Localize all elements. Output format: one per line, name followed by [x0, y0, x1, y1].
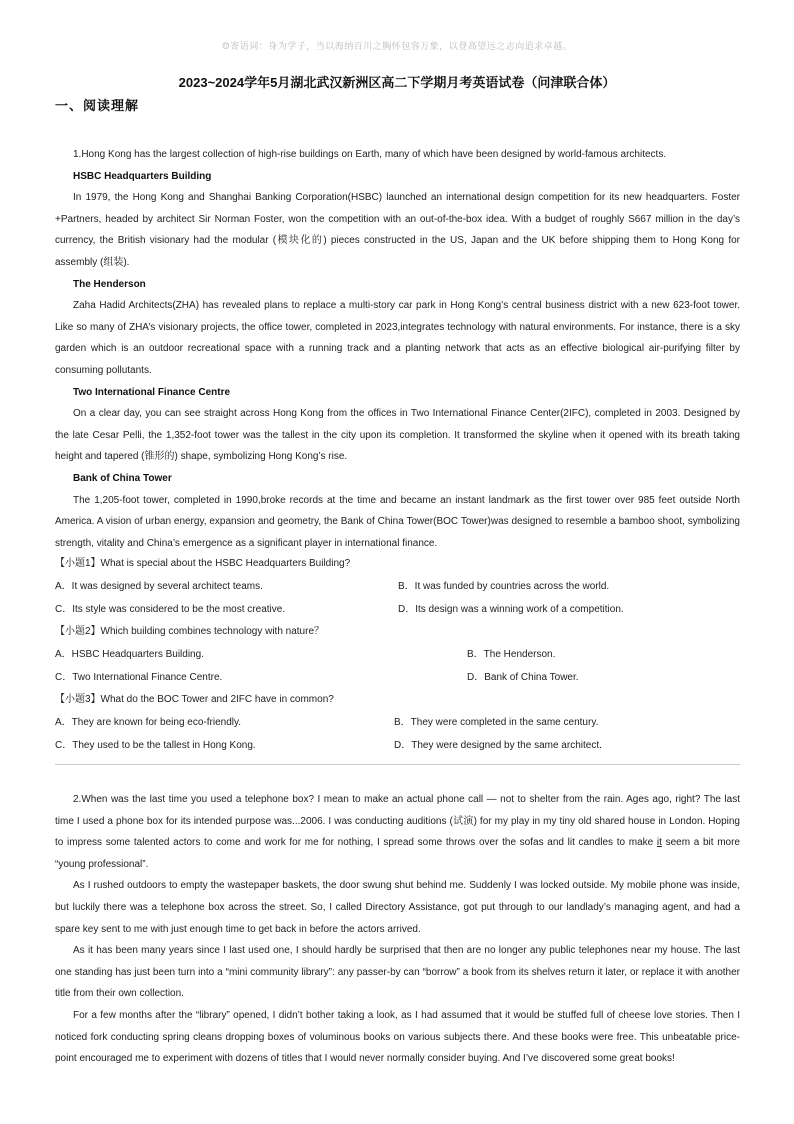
option-b[interactable]: B．They were completed in the same century. — [394, 717, 599, 728]
passage-intro: 1.Hong Kong has the largest collection of high-rise buildings on Earth, many of which have been designed by world-famous architects. — [73, 149, 667, 160]
paragraph-text: 2.When was the last time you used a telephone box? I mean to make an actual phone call — not to shelter from the rain. Ages ago, right? The last time I used a phone box for its intended purpose was...2006. I was conducting auditions (试演) for my play in my tiny old shared house in London. Hoping to impress some talented actors to come and work for me for nothing, I spread some throws over the sofas and lit candles to make — [55, 794, 740, 849]
paragraph-free-books: For a few months after the “library” opened, I didn’t bother taking a look, as I had assumed that it would be stuffed full of cheese love stories. Then I noticed fork conducting spring cleans dropping boxes of voluminous books on various subjects there. And these books were free. This unbeatable price-point encouraged me to experiment with dozens of titles that I would never normally consider buying. And I’ve discovered some great books! — [55, 1009, 740, 1065]
heading-boc: Bank of China Tower — [73, 472, 172, 484]
option-b[interactable]: B．The Henderson. — [467, 649, 556, 660]
passage-1 — [55, 144, 740, 554]
option-c[interactable]: C．Two International Finance Centre. — [55, 672, 223, 683]
paragraph-hsbc: In 1979, the Hong Kong and Shanghai Banking Corporation(HSBC) launched an international design competition for its new headquarters. Foster +Partners, headed by architect Sir Norman Foster, won the competition with an out-of-the-box idea. With a budget of roughly S667 million in the day’s currency, the British visionary had the modular (模块化的) pieces constructed in the US, Japan and the UK before shipping them to Hong Kong for assembly (组装). — [55, 192, 740, 268]
question-stem: 【小题3】What do the BOC Tower and 2IFC have in common? — [55, 694, 334, 705]
option-b[interactable]: B．It was funded by countries across the world. — [398, 581, 610, 592]
document-title: 2023~2024学年5月湖北武汉新洲区高二下学期月考英语试卷（问津联合体） — [178, 75, 616, 90]
question-stem: 【小题1】What is special about the HSBC Headquarters Building? — [55, 558, 351, 569]
paragraph-boc: The 1,205-foot tower, completed in 1990,broke records at the time and became an instant landmark as the first tower over 985 feet outside North America. A vision of urban energy, expansion and geometry, the Bank of China Tower(BOC Tower)was designed to resemble a bamboo shoot, symbolizing strength, vitality and China’s emergence as a significant player in international finance. — [55, 494, 740, 549]
paragraph-telephone-box — [55, 789, 740, 875]
option-row — [55, 666, 740, 689]
paragraph-2ifc: On a clear day, you can see straight across Hong Kong from the offices in Two International Finance Center(2IFC), completed in 2003. Designed by the late Cesar Pelli, the 1,352-foot tower was the tallest in the city upon its completion. It transformed the skyline when it opened with its breath taking height and tapered (锥形的) shape, symbolizing Hong Kong’s rise. — [55, 408, 740, 463]
section-title: 一、阅读理解 — [55, 98, 140, 113]
option-row — [55, 575, 740, 598]
option-row — [55, 734, 740, 757]
section-divider — [55, 764, 740, 765]
option-d[interactable]: D．Bank of China Tower. — [467, 672, 579, 683]
watermark-text: ☺寄语词：身为学子，当以海纳百川之胸怀包容万象，以登高望远之志向追求卓越。 — [221, 42, 573, 52]
question-stem: 【小题2】Which building combines technology with nature？ — [55, 626, 325, 637]
option-a[interactable]: A．They are known for being eco-friendly. — [55, 717, 242, 728]
heading-2ifc: Two International Finance Centre — [73, 386, 231, 398]
option-d[interactable]: D．They were designed by the same architect. — [394, 740, 602, 751]
heading-hsbc: HSBC Headquarters Building — [73, 170, 212, 182]
option-d[interactable]: D．Its design was a winning work of a competition. — [398, 604, 624, 615]
option-c[interactable]: C．They used to be the tallest in Hong Kong. — [55, 740, 256, 751]
option-a[interactable]: A．HSBC Headquarters Building. — [55, 649, 204, 660]
option-a[interactable]: A．It was designed by several architect teams. — [55, 581, 263, 592]
underlined-word: it — [656, 837, 662, 849]
heading-henderson: The Henderson — [73, 278, 146, 290]
paragraph-locked-out: As I rushed outdoors to empty the wastepaper baskets, the door swung shut behind me. Suddenly I was locked outside. My mobile phone was inside, but luckily there was a telephone box across the street. So, I called Directory Assistance, got put through to our landlady’s managing agent, and had a spare key sent to me with just enough time to get back in before the actors arrived. — [55, 880, 740, 935]
option-row — [55, 711, 740, 734]
paragraph-mini-library: As it has been many years since I last used one, I should hardly be surprised that then are no longer any public telephones near my house. The last one standing has just been turn into a “mini community library”: any passer-by can “borrow” a book from its shelves return it later, or replace it with another title from their own collection. — [55, 945, 740, 1000]
paragraph-henderson: Zaha Hadid Architects(ZHA) has revealed plans to replace a multi-story car park in Hong Kong’s central business district with a new 623-foot tower. Like so many of ZHA’s visionary projects, the office tower, completed in 2023,integrates technology with natural environments. For instance, there is a sky garden which is an outdoor recreational space with a running track and a planting network that acts as an effective biological air-purifying filter by consuming pollutants. — [55, 300, 740, 376]
option-row — [55, 598, 740, 621]
option-row — [55, 643, 740, 666]
option-c[interactable]: C．Its style was considered to be the most creative. — [55, 604, 286, 615]
question-block — [55, 553, 740, 757]
passage-2 — [55, 789, 740, 1070]
paragraph-text: seem a bit more “young professional”. — [55, 837, 740, 870]
